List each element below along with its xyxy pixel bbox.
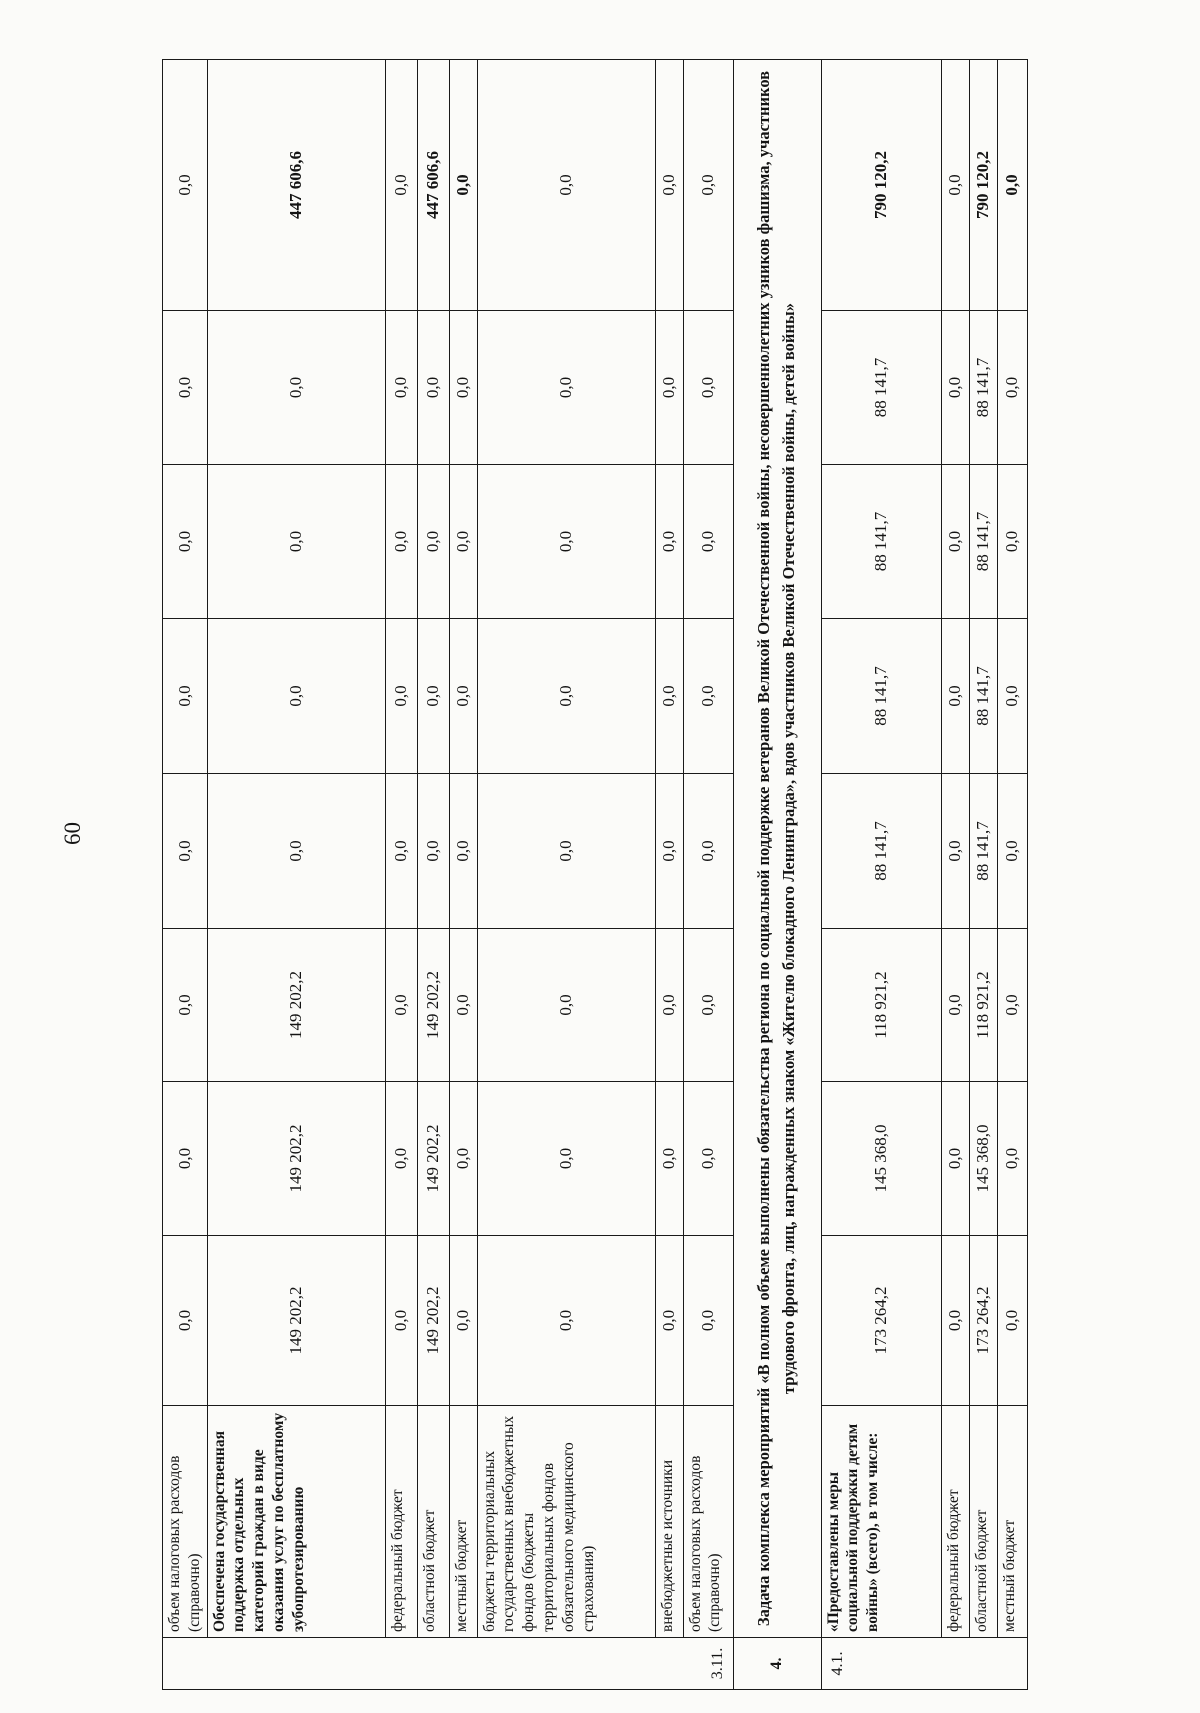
value-cell: 0,0 [997, 774, 1027, 929]
value-cell: 0,0 [997, 60, 1027, 311]
value-cell: 0,0 [477, 774, 655, 929]
value-cell: 88 141,7 [969, 774, 997, 929]
value-cell: 0,0 [997, 929, 1027, 1082]
value-cell: 0,0 [163, 774, 208, 929]
row-label: местный бюджет [449, 1406, 477, 1638]
value-cell: 173 264,2 [821, 1236, 941, 1406]
value-cell: 0,0 [417, 465, 449, 619]
value-cell: 0,0 [683, 774, 733, 929]
value-cell: 88 141,7 [821, 465, 941, 619]
value-cell: 0,0 [163, 1236, 208, 1406]
value-cell: 149 202,2 [417, 929, 449, 1082]
value-cell: 0,0 [683, 60, 733, 311]
row-code: 4.1. [821, 1638, 1027, 1690]
value-cell: 0,0 [655, 465, 683, 619]
rotated-table-container [162, 60, 1022, 1690]
value-cell: 0,0 [683, 311, 733, 465]
value-cell: 0,0 [449, 465, 477, 619]
value-cell: 149 202,2 [417, 1082, 449, 1236]
value-cell: 0,0 [477, 929, 655, 1082]
value-cell: 0,0 [385, 1236, 417, 1406]
value-cell: 0,0 [163, 60, 208, 311]
row-label: местный бюджет [997, 1406, 1027, 1638]
value-cell: 149 202,2 [417, 1236, 449, 1406]
value-cell: 0,0 [683, 929, 733, 1082]
value-cell: 149 202,2 [207, 1082, 385, 1236]
value-cell: 0,0 [207, 311, 385, 465]
value-cell: 0,0 [449, 1236, 477, 1406]
table-row [385, 60, 417, 1690]
value-cell: 0,0 [449, 774, 477, 929]
value-cell: 0,0 [997, 465, 1027, 619]
page-number: 60 [60, 822, 85, 845]
table-row [449, 60, 477, 1690]
table-row [969, 60, 997, 1690]
value-cell: 0,0 [385, 929, 417, 1082]
value-cell: 0,0 [997, 619, 1027, 774]
value-cell: 88 141,7 [969, 619, 997, 774]
table-row [477, 60, 655, 1690]
value-cell: 0,0 [683, 1236, 733, 1406]
value-cell: 88 141,7 [821, 311, 941, 465]
table-row [683, 60, 733, 1690]
row-label: бюджеты территориальных государственных внебюджетных фондов (бюджеты территориальных фондов обязательного медицинского страхования) [477, 1406, 655, 1638]
value-cell: 0,0 [655, 60, 683, 311]
value-cell: 0,0 [477, 465, 655, 619]
value-cell: 0,0 [449, 311, 477, 465]
row-label: федеральный бюджет [385, 1406, 417, 1638]
value-cell: 0,0 [207, 619, 385, 774]
value-cell: 149 202,2 [207, 929, 385, 1082]
table-row [941, 60, 969, 1690]
value-cell: 0,0 [163, 619, 208, 774]
value-cell: 145 368,0 [821, 1082, 941, 1236]
table-row [821, 60, 941, 1690]
value-cell: 145 368,0 [969, 1082, 997, 1236]
value-cell: 0,0 [941, 1236, 969, 1406]
value-cell: 0,0 [385, 774, 417, 929]
row-label: объем налоговых расходов (справочно) [683, 1406, 733, 1638]
value-cell: 0,0 [997, 1082, 1027, 1236]
value-cell: 0,0 [477, 619, 655, 774]
value-cell: 0,0 [477, 311, 655, 465]
value-cell: 0,0 [417, 311, 449, 465]
value-cell: 0,0 [449, 929, 477, 1082]
value-cell: 0,0 [385, 60, 417, 311]
row-label: областной бюджет [417, 1406, 449, 1638]
value-cell: 0,0 [385, 1082, 417, 1236]
row-code: 3.11. [163, 1638, 734, 1690]
value-cell: 0,0 [385, 311, 417, 465]
value-cell: 0,0 [683, 465, 733, 619]
value-cell: 0,0 [163, 1082, 208, 1236]
value-cell: 0,0 [477, 60, 655, 311]
value-cell: 0,0 [941, 60, 969, 311]
value-cell: 173 264,2 [969, 1236, 997, 1406]
value-cell: 0,0 [163, 465, 208, 619]
table-row [655, 60, 683, 1690]
table-row [997, 60, 1027, 1690]
value-cell: 88 141,7 [969, 465, 997, 619]
task-code: 4. [733, 1638, 821, 1690]
value-cell: 0,0 [449, 1082, 477, 1236]
value-cell: 0,0 [941, 929, 969, 1082]
table-row [417, 60, 449, 1690]
row-label: «Предоставлены меры социальной поддержки детям войны» (всего), в том числе: [821, 1406, 941, 1638]
row-label: объем налоговых расходов (справочно) [163, 1406, 208, 1638]
value-cell: 0,0 [941, 774, 969, 929]
value-cell: 0,0 [683, 1082, 733, 1236]
value-cell: 447 606,6 [417, 60, 449, 311]
value-cell: 0,0 [655, 619, 683, 774]
value-cell: 0,0 [449, 619, 477, 774]
value-cell: 0,0 [207, 774, 385, 929]
value-cell: 0,0 [655, 1082, 683, 1236]
value-cell: 0,0 [997, 311, 1027, 465]
value-cell: 88 141,7 [821, 619, 941, 774]
value-cell: 0,0 [683, 619, 733, 774]
value-cell: 0,0 [941, 619, 969, 774]
value-cell: 118 921,2 [821, 929, 941, 1082]
value-cell: 0,0 [655, 929, 683, 1082]
row-label: внебюджетные источники [655, 1406, 683, 1638]
value-cell: 0,0 [941, 1082, 969, 1236]
value-cell: 0,0 [207, 465, 385, 619]
value-cell: 88 141,7 [969, 311, 997, 465]
value-cell: 790 120,2 [969, 60, 997, 311]
value-cell: 0,0 [385, 465, 417, 619]
value-cell: 0,0 [163, 929, 208, 1082]
value-cell: 790 120,2 [821, 60, 941, 311]
value-cell: 0,0 [477, 1082, 655, 1236]
value-cell: 0,0 [941, 465, 969, 619]
budget-table [162, 59, 1028, 1690]
value-cell: 0,0 [417, 619, 449, 774]
value-cell: 0,0 [385, 619, 417, 774]
table-row [207, 60, 385, 1690]
value-cell: 0,0 [655, 1236, 683, 1406]
value-cell: 0,0 [655, 774, 683, 929]
value-cell: 0,0 [655, 311, 683, 465]
task-description: Задача комплекса мероприятий «В полном объеме выполнены обязательства региона по социальной поддержке ветеранов Великой Отечественной войны, несовершеннолетних узников фашизма, участников трудового фронта, лиц, награжденных знаком «Жителю блокадного Ленинграда», вдов участников Великой Отечественной войны, детей войны» [733, 60, 821, 1638]
value-cell: 0,0 [941, 311, 969, 465]
value-cell: 0,0 [997, 1236, 1027, 1406]
value-cell: 118 921,2 [969, 929, 997, 1082]
row-label: федеральный бюджет [941, 1406, 969, 1638]
value-cell: 0,0 [417, 774, 449, 929]
value-cell: 0,0 [477, 1236, 655, 1406]
value-cell: 447 606,6 [207, 60, 385, 311]
row-label: областной бюджет [969, 1406, 997, 1638]
value-cell: 0,0 [163, 311, 208, 465]
row-label: Обеспечена государственная поддержка отдельных категорий граждан в виде оказания услуг по бесплатному зубопротезированию [207, 1406, 385, 1638]
task-row [733, 60, 821, 1690]
value-cell: 0,0 [449, 60, 477, 311]
value-cell: 149 202,2 [207, 1236, 385, 1406]
table-row [163, 60, 208, 1690]
value-cell: 88 141,7 [821, 774, 941, 929]
